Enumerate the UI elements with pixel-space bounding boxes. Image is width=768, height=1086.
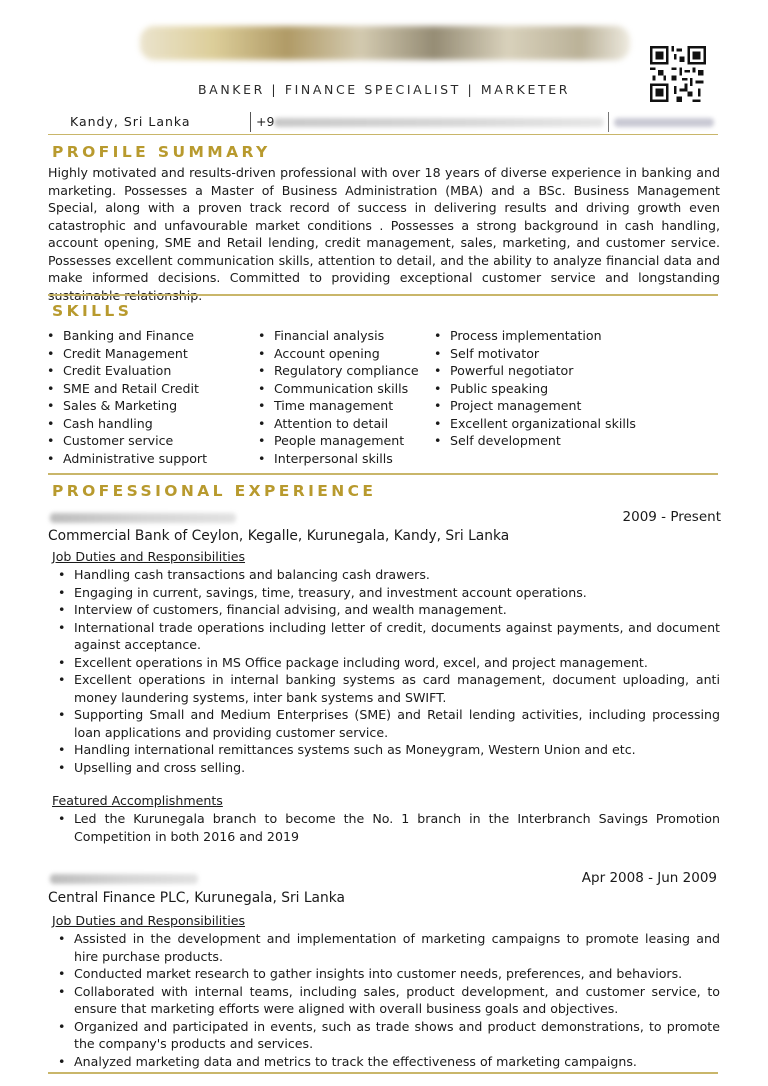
skill-item: • Financial analysis	[258, 327, 419, 345]
duties-heading: Job Duties and Responsibilities	[52, 913, 246, 928]
duty-item: • Handling international remittances systems such as Moneygram, Western Union and etc.	[56, 741, 720, 759]
duties-list	[56, 566, 720, 776]
duty-item: • Assisted in the development and implementation of marketing campaigns to promote leasing and hire purchase products.	[56, 930, 720, 965]
duty-item: • Engaging in current, savings, time, treasury, and investment account operations.	[56, 584, 720, 602]
section-divider	[48, 294, 718, 296]
redacted-profile-link	[614, 118, 714, 127]
skills-list-column-3	[434, 327, 636, 450]
redacted-contact-details	[274, 118, 604, 127]
accomplishments-list	[56, 810, 720, 845]
professional-tagline: BANKER | FINANCE SPECIALIST | MARKETER	[198, 82, 570, 97]
redacted-name	[140, 26, 630, 60]
skill-item: • Time management	[258, 397, 419, 415]
skill-item: • Powerful negotiator	[434, 362, 636, 380]
contact-divider	[250, 112, 251, 132]
job-date-range: Apr 2008 - Jun 2009	[581, 870, 717, 886]
location-text: Kandy, Sri Lanka	[70, 114, 191, 129]
skill-item: • Credit Evaluation	[47, 362, 207, 380]
duty-item: • Upselling and cross selling.	[56, 759, 720, 777]
skill-item: • Attention to detail	[258, 415, 419, 433]
duty-item: • Excellent operations in internal banking systems as card management, document uploading, anti money laundering systems, inter bank systems and SWIFT.	[56, 671, 720, 706]
skill-item: • Process implementation	[434, 327, 636, 345]
section-divider	[48, 473, 718, 475]
skill-item: • Self development	[434, 432, 636, 450]
skills-heading: SKILLS	[52, 302, 133, 320]
section-divider	[48, 1072, 718, 1074]
skill-item: • Cash handling	[47, 415, 207, 433]
skill-item: • SME and Retail Credit	[47, 380, 207, 398]
duty-item: • Conducted market research to gather insights into customer needs, preferences, and behaviors.	[56, 965, 720, 983]
skill-item: • People management	[258, 432, 419, 450]
skill-item: • Sales & Marketing	[47, 397, 207, 415]
skill-item: • Excellent organizational skills	[434, 415, 636, 433]
skills-list-column-1	[47, 327, 207, 467]
job-date-range: 2009 - Present	[622, 509, 721, 525]
skill-item: • Customer service	[47, 432, 207, 450]
skill-item: • Project management	[434, 397, 636, 415]
duty-item: • Handling cash transactions and balancing cash drawers.	[56, 566, 720, 584]
phone-prefix: +9	[256, 114, 275, 129]
skill-item: • Self motivator	[434, 345, 636, 363]
duty-item: • Collaborated with internal teams, including sales, product development, and customer service, to ensure that marketing efforts were aligned with overall business goals and objectives.	[56, 983, 720, 1018]
accomplishment-item: • Led the Kurunegala branch to become the No. 1 branch in the Interbranch Savings Promotion Competition in both 2016 and 2019	[56, 810, 720, 845]
experience-heading: PROFESSIONAL EXPERIENCE	[52, 482, 377, 500]
duty-item: • Analyzed marketing data and metrics to track the effectiveness of marketing campaigns.	[56, 1053, 720, 1071]
skill-item: • Administrative support	[47, 450, 207, 468]
accomplishments-heading: Featured Accomplishments	[52, 793, 223, 808]
profile-summary-text: Highly motivated and results-driven professional with over 18 years of diverse experience in banking and marketing. Possesses a Master of Business Administration (MBA) and a BSc. Business Management Special, along with a proven track record of success in delivering results and driving growth even catastrophic and unfavourable market conditions . Possesses a strong background in cash handling, account opening, SME and Retail lending, credit management, sales, marketing, and customer service. Possesses excellent communication skills, attention to detail, and the ability to analyze financial data and make informed decisions. Committed to providing exceptional customer service and longstanding	[48, 165, 720, 285]
contact-bar	[48, 112, 718, 135]
skill-item: • Public speaking	[434, 380, 636, 398]
duty-item: • Excellent operations in MS Office package including word, excel, and project management.	[56, 654, 720, 672]
contact-divider	[608, 112, 609, 132]
duties-list	[56, 930, 720, 1070]
skill-item: • Regulatory compliance	[258, 362, 419, 380]
skill-item: • Credit Management	[47, 345, 207, 363]
skill-item: • Banking and Finance	[47, 327, 207, 345]
employer-name: Commercial Bank of Ceylon, Kegalle, Kurunegala, Kandy, Sri Lanka	[48, 528, 510, 544]
duty-item: • Organized and participated in events, such as trade shows and product demonstrations, to promote the company's products and services.	[56, 1018, 720, 1053]
duties-heading: Job Duties and Responsibilities	[52, 549, 246, 564]
skills-list-column-2	[258, 327, 419, 467]
redacted-job-title	[50, 513, 236, 523]
duty-item: • Supporting Small and Medium Enterprises (SME) and Retail lending activities, including processing loan applications and providing customer service.	[56, 706, 720, 741]
skill-item: • Communication skills	[258, 380, 419, 398]
profile-summary-heading: PROFILE SUMMARY	[52, 143, 271, 161]
redacted-job-title	[50, 874, 198, 884]
duty-item: • International trade operations including letter of credit, documents against payments, and document against acceptance.	[56, 619, 720, 654]
employer-name: Central Finance PLC, Kurunegala, Sri Lanka	[48, 890, 345, 906]
skill-item: • Interpersonal skills	[258, 450, 419, 468]
skill-item: • Account opening	[258, 345, 419, 363]
duty-item: • Interview of customers, financial advising, and wealth management.	[56, 601, 720, 619]
